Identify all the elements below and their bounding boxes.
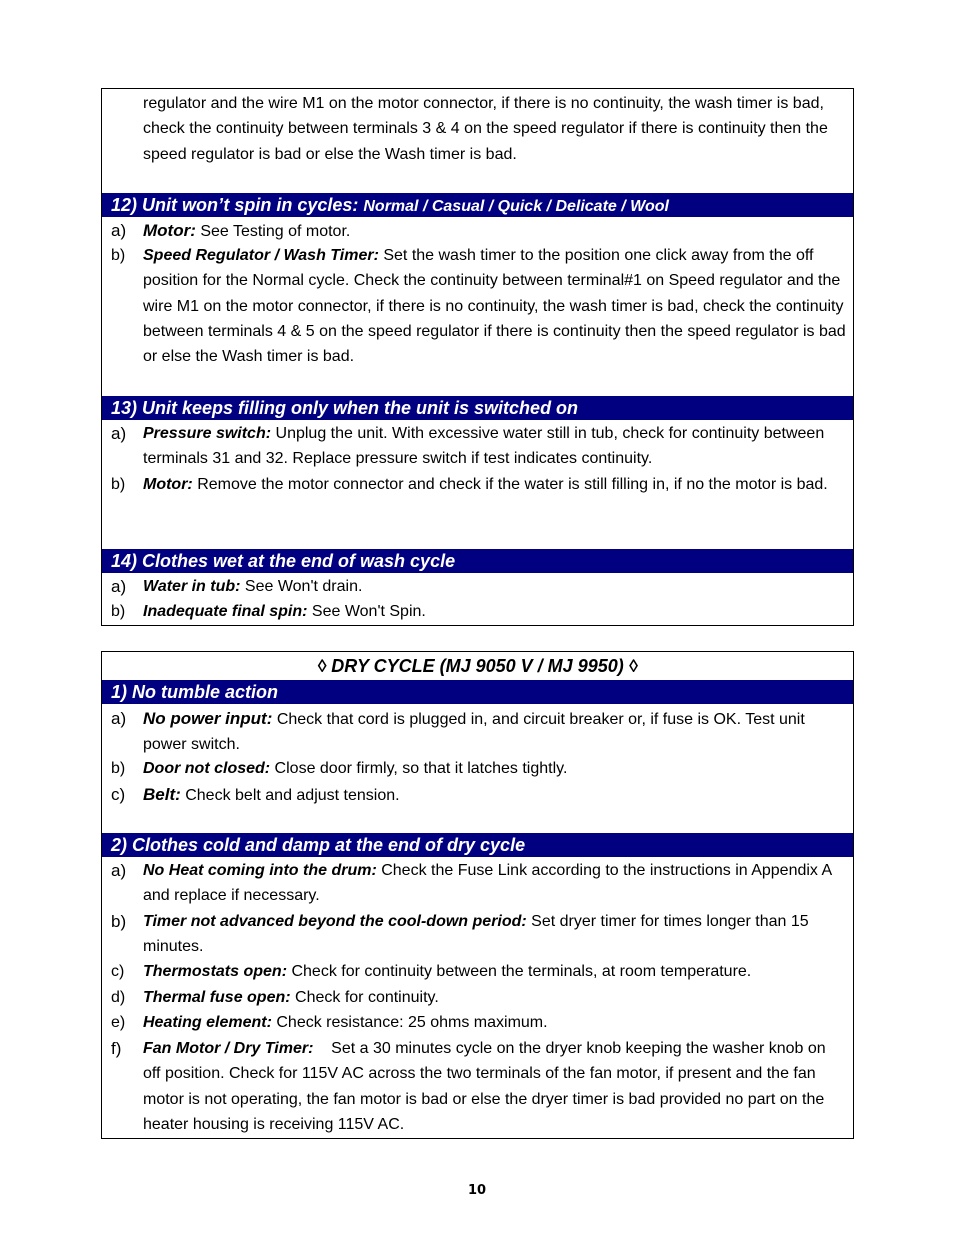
list-item <box>143 218 847 244</box>
item-term: Motor: <box>143 221 196 240</box>
item-label: c) <box>111 785 126 804</box>
dry-cycle-title: ◊ DRY CYCLE (MJ 9050 V / MJ 9950) ◊ <box>317 656 638 676</box>
item-term: Speed Regulator / Wash Timer: <box>143 247 379 264</box>
item-text: Check belt and adjust tension. <box>180 787 400 804</box>
item-term: Pressure switch: <box>143 425 272 442</box>
item-text: See Testing of motor. <box>195 223 351 240</box>
item-text: Set dryer timer for times longer than 15 minutes. <box>143 913 809 956</box>
page-number: 10 <box>467 1183 487 1198</box>
list-item <box>143 599 847 624</box>
item-label: a) <box>111 221 127 240</box>
list-item <box>143 421 847 472</box>
item-label: b) <box>111 912 127 931</box>
item-label: d) <box>111 989 126 1006</box>
list-item <box>143 782 847 808</box>
list-item <box>143 706 847 758</box>
item-text: Remove the motor connector and check if the water is still filling in, if no the motor is bad. <box>192 476 828 493</box>
dry-section-1-header: 1) No tumble action <box>102 680 853 704</box>
section-14-header: 14) Clothes wet at the end of wash cycle <box>102 549 853 573</box>
item-label: c) <box>111 963 125 980</box>
item-label: b) <box>111 247 126 264</box>
list-item <box>143 756 847 781</box>
item-label: a) <box>111 577 127 596</box>
item-term: Belt: <box>143 785 181 804</box>
item-term: Water in tub: <box>143 578 241 595</box>
list-item <box>143 1010 847 1035</box>
item-term: Heating element: <box>143 1014 272 1031</box>
continuation-paragraph: regulator and the wire M1 on the motor connector, if there is no continuity, the wash timer is bad, check the continuity between terminals 3 & 4 on the speed regulator if there is continuity then the speed regulator is bad or else the Wash timer is bad. <box>143 95 828 163</box>
item-term: Thermostats open: <box>143 963 288 980</box>
item-label: a) <box>111 424 127 443</box>
list-item <box>143 243 847 369</box>
item-text: Check for continuity. <box>290 989 439 1006</box>
list-item <box>143 1036 847 1137</box>
washer-troubleshooting-box <box>101 88 854 626</box>
item-label: f) <box>111 1039 122 1058</box>
item-term: Door not closed: <box>143 760 271 777</box>
item-label: e) <box>111 1014 126 1031</box>
item-term: Thermal fuse open: <box>143 989 291 1006</box>
list-item <box>143 472 847 497</box>
section-13-header: 13) Unit keeps filling only when the unit is switched on <box>102 396 853 420</box>
item-text: See Won't drain. <box>240 578 363 595</box>
item-text: Close door firmly, so that it latches tightly. <box>270 760 568 777</box>
dry-section-2-header: 2) Clothes cold and damp at the end of dry cycle <box>102 833 853 857</box>
item-term: Motor: <box>143 476 193 493</box>
item-text: Check resistance: 25 ohms maximum. <box>271 1014 548 1031</box>
item-text: Check that cord is plugged in, and circuit breaker or, if fuse is OK. Test unit power switch. <box>143 711 805 754</box>
item-text: Set a 30 minutes cycle on the dryer knob keeping the washer knob on off position. Check for 115V AC across the two terminals of the fan motor, if present and the fan motor is not operating, the fan motor is bad or else the dryer timer is bad provided no part on the heater housing is receiving 115V AC. <box>143 1040 831 1133</box>
item-text: Check the Fuse Link according to the instructions in Appendix A and replace if necessary. <box>143 862 832 905</box>
section-12-title: 12) Unit won’t spin in cycles: <box>111 195 364 215</box>
item-term: Fan Motor / Dry Timer: <box>143 1040 314 1057</box>
item-label: b) <box>111 603 126 620</box>
item-term: Timer not advanced beyond the cool-down period: <box>143 913 527 930</box>
item-text: Check for continuity between the terminals, at room temperature. <box>287 963 752 980</box>
item-text: Set the wash timer to the position one click away from the off position for the Normal cycle. Check the continuity between terminal#1 on Speed regulator and the wire M1 on the motor connector, if there is no continuity, the wash timer is bad, check the continuity between terminals 4 & 5 on the speed regulator if there is continuity then the speed regulator is bad or else the Wash timer is bad. <box>143 247 846 366</box>
section-12-cycles: Normal / Casual / Quick / Delicate / Wool <box>363 198 669 215</box>
list-item <box>143 959 847 984</box>
list-item <box>143 909 847 960</box>
item-term: Inadequate final spin: <box>143 603 308 620</box>
item-label: a) <box>111 709 127 728</box>
item-term: No power input: <box>143 709 273 728</box>
item-text: Unplug the unit. With excessive water still in tub, check for continuity between terminals 31 and 32. Replace pressure switch if test indicates continuity. <box>143 425 825 468</box>
item-term: No Heat coming into the drum: <box>143 862 377 879</box>
section-12-header <box>102 193 853 217</box>
list-item <box>143 985 847 1010</box>
item-label: a) <box>111 861 127 880</box>
item-label: b) <box>111 476 126 493</box>
list-item <box>143 858 847 909</box>
dryer-troubleshooting-box <box>101 651 854 1139</box>
item-label: b) <box>111 760 126 777</box>
list-item <box>143 574 847 599</box>
item-text: See Won't Spin. <box>307 603 426 620</box>
